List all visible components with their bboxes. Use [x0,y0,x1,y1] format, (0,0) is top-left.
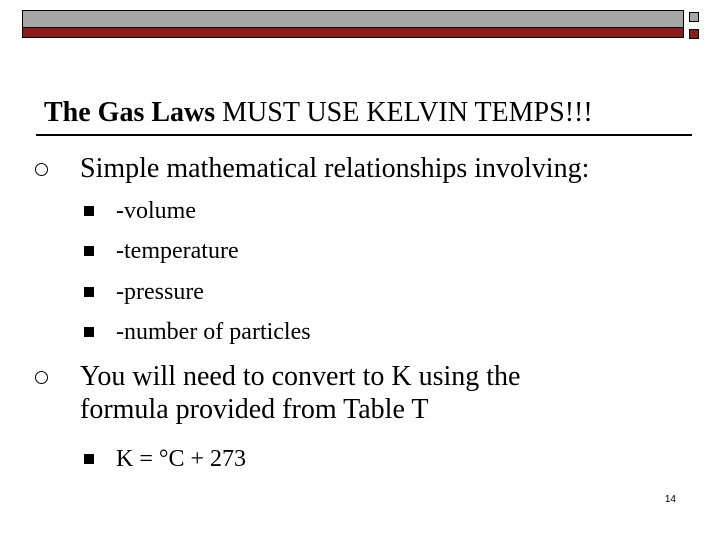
slide-title-bold: The Gas Laws [44,97,216,128]
bullet-text-line1: You will need to convert to K using the [80,361,521,392]
header-corner-square-gray [689,12,699,22]
bullet-level2 [116,277,204,307]
bullet-level2 [116,317,311,347]
bullet-level2 [116,236,239,266]
hollow-circle-bullet-icon [35,371,48,384]
square-bullet-icon [84,287,94,297]
bullet-text-line2: formula provided from Table T [80,394,429,425]
bullet-text: -temperature [116,238,239,264]
bullet-level1 [80,152,589,185]
slide-title [44,96,694,130]
bullet-text: -number of particles [116,319,311,345]
decorative-header-bar [22,10,684,38]
bullet-text: Simple mathematical relationships involving: [80,153,590,184]
header-bar-red-band [23,28,683,37]
header-bar-gray-band [23,11,683,28]
bullet-text: -pressure [116,279,204,305]
bullet-level2 [116,196,196,226]
bullet-level2 [116,444,246,474]
header-corner-square-red [689,29,699,39]
bullet-text: K = °C + 273 [116,446,247,472]
square-bullet-icon [84,246,94,256]
square-bullet-icon [84,327,94,337]
square-bullet-icon [84,454,94,464]
title-underline [36,134,692,136]
bullet-level1 [80,360,520,426]
hollow-circle-bullet-icon [35,163,48,176]
page-number: 14 [664,494,676,505]
slide-title-rest: MUST USE KELVIN TEMPS!!! [215,97,593,128]
bullet-text: -volume [116,198,196,224]
square-bullet-icon [84,206,94,216]
